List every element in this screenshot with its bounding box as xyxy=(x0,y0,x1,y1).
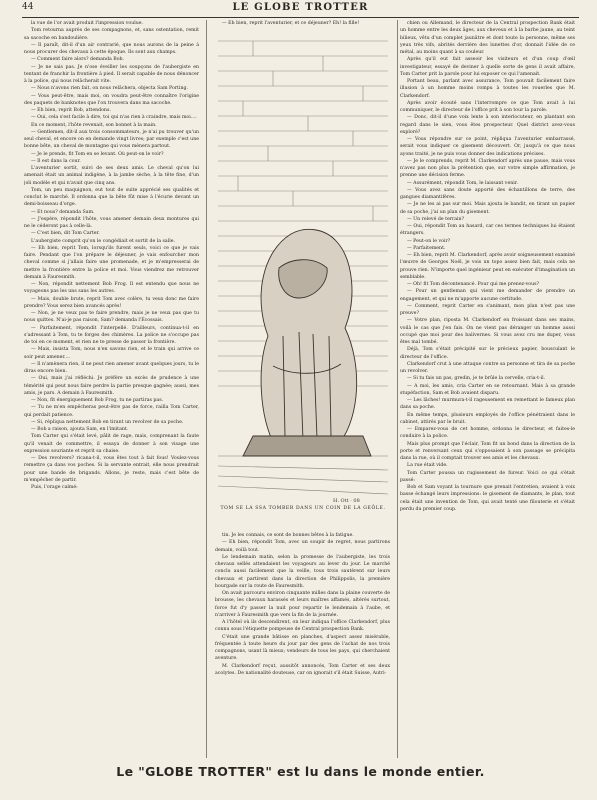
column-divider-2 xyxy=(397,20,398,758)
paragraph: — Vous peut-être, mais moi, on voudra peut-être connaître l'origine des paquets de banknotes que l'on trouvera dans ma sacoche. xyxy=(24,93,199,106)
paragraph: Tom Carter qui s'était levé, pâlit de rage, mais, comprenant la faute qu'il venait de commettre, il essaya de donner à son visage une expression souriante et reprit sa chaise. xyxy=(24,434,199,454)
paragraph: — Non, fit énergiquement Bob Frog, tu ne partiras pas. xyxy=(31,398,164,403)
paragraph: En même temps, plusieurs employés de l'office pénétraient dans le cabinet, attirés par le bruit. xyxy=(400,412,575,425)
text-column-2-top xyxy=(215,20,390,34)
paragraph: — Parfaitement. xyxy=(407,245,446,251)
paragraph: — Votre plan, riposta M. Clarkendorf en froissant dans ses mains, voilà le cas que j'en fais. On ne vient pas déranger un homme aussi occupé que moi pour des balivernes. Si vous avez cru me duper, vous êtes mal tombé. xyxy=(400,318,575,345)
paragraph: — Parfaitement, répondit l'interpellé. D'ailleurs, continua-t-il en s'adressant à Tom, tu te forges des chimères. La police ne s'occupe pas de toi en ce moment, et rien ne te presse de passer la frontière. xyxy=(24,325,199,345)
paragraph: — Oui, répondit Tom au hasard, car ces termes techniques lui étaient étrangers. xyxy=(400,224,575,237)
paragraph: — Eh bien, reprit Bob, attendons. xyxy=(31,108,111,113)
paragraph: — Si tu fais un pas, gredin, je te brûle la cervelle, cria-t-il. xyxy=(407,376,546,382)
paragraph: — Vous répondre sur ce point, répliqua l'aventurier embarrassé, serait vous indiquer ce gisement découvert. Or, jusqu'à ce que nous ayons traité, je ne puis vous donner des indications précises. xyxy=(400,137,575,157)
paragraph: Clarkendorf crut à une attaque contre sa personne et tira de sa poche un revolver. xyxy=(400,361,575,374)
paragraph: — Oui, cela s'est facile à dire, toi qui n'as rien à craindre, mais moi.... xyxy=(31,115,197,121)
paragraph: — Gentlemen, dit-il aux trois consommateurs, je n'ai pu trouver qu'un seul cheval, et encore on en demande vingt livres; par exemple c'est une bonne bête, un cheval de montagne qui vous mènera partout. xyxy=(24,129,199,150)
paragraph: — Des revolvers? ricana-t-il, vous êtes tout à fait fous! Voulez-vous remettre ça dans vos poches. Si la servante entrait, elle nous prendrait pour une bande de brigands. Allons, je reste, mais c'est bête de m'empêcher de partir. xyxy=(24,456,199,483)
paragraph: chien ou Allemand, le directeur de la Central prospection Bank était un homme entre les deux âges, aux cheveux et à la barbe jaune, au teint bilieux, vêtu d'un complet jaunâtre et dont toute la personne, même ses yeux très vifs, abrités derrière des lunettes d'or, donnait l'idée de ce métal, au moins quant à sa couleur. xyxy=(400,21,575,55)
paragraph: — Non, répondit nettement Bob Frog. Il est entendu que nous ne voyageons pas les uns sans les autres. xyxy=(24,282,199,295)
paragraph: Tom Carter poussa un rugissement de fureur. Voici ce qui s'était passé: xyxy=(400,470,575,483)
artist-signature: H. Ott · 08 xyxy=(333,498,360,504)
paragraph: — Emparez-vous de cet homme, ordonna le directeur, et faites-le conduire à la police. xyxy=(400,427,575,440)
paragraph: — C'est bien, dit Tom Carter. xyxy=(31,231,100,237)
paragraph: — Pour un gentleman qui vient me demander de prendre un engagement, et qui ne m'apporte aucune certitude. xyxy=(400,289,575,302)
paragraph: — Il est dans la cour. xyxy=(31,158,81,164)
text-column-3 xyxy=(400,20,575,758)
paragraph: — Bob a raison, ajouta Sam, en l'imitant. xyxy=(31,427,129,432)
floor-hatching xyxy=(218,456,388,494)
paragraph: tin. Je les connais, ce sont de bonnes bêtes à la fatigue. xyxy=(222,533,354,538)
header-rule xyxy=(22,17,579,18)
paragraph: On avait parcouru environ cinquante milles dans la plaine couverte de brousse, les chevaux harassés et leurs maîtres affamés, altérés surtout, force fut d'y passer la nuit pour repartir le lendemain à l'aube, et n'arriver à Fauresmith que vers la fin de la journée. xyxy=(215,591,390,618)
paragraph: A l'hôtel où ils descendirent, on leur indiqua l'office Clarkendorf, plus connu sous l'étiquette pompeuse de Central prospection Bank. xyxy=(215,620,390,633)
paragraph: La rue était vide. xyxy=(407,463,448,469)
paragraph: — Mais, double brute, reprit Tom avec colère, tu veux donc me faire prendre? Vous serez bien avancés après! xyxy=(24,296,199,309)
illustration-caption: TOM SE LA SSA TOMBER DANS UN COIN DE LA GEÔLE. xyxy=(220,506,386,511)
paragraph: Bob et Sam voyant la tournure que prenait l'entretien, avaient à voix basse échangé leurs impressions: le gisement de diamants, le plan, tout cela était une invention de Tom, qui avait tenté une filouterie et s'était perdu du premier coup. xyxy=(400,485,575,512)
paragraph: — Tu ne m'en empêcheras peut-être pas de force, railla Tom Carter, qui perdait patience. xyxy=(24,405,199,418)
text-column-2-bottom xyxy=(215,532,390,756)
paragraph: — Je ne les ai pas sur moi. Mais ajouta le bandit, en tirant un papier de sa poche, j'ai un plan du gisement. xyxy=(400,202,575,215)
paragraph: En ce moment, l'hôte revenait, son bonnet à la main. xyxy=(31,122,157,128)
paragraph: — Eh bien, reprit M. Clarkendorf, après avoir soigneusement examiné l'œuvre de Georges Noël, je vois un topo assez bien fait, mais cela ne prouve rien. N'importe quel ingénieur peut en exécuter d'imagination un semblable. xyxy=(400,253,575,280)
footer-slogan: Le "GLOBE TROTTER" est lu dans le monde entier. xyxy=(116,764,485,779)
paragraph: — Un relevé de terrain? xyxy=(407,216,465,222)
paragraph: Après qu'il eut fait asseoir les visiteurs et d'un coup d'œil investigateur, essayé de deviner à quelle sorte de gens il avait affaire, Tom Carter prit la parole pour lui exposer ce qui l'amenait. xyxy=(400,57,575,77)
paragraph: — Oh! fit Tom décontenancé. Pour qui me prenez-vous? xyxy=(407,282,540,287)
paragraph: — Nous n'avons rien fait, on nous relâchera, objecta Sam Porting. xyxy=(31,86,188,92)
paragraph: — Je le comprends, reprit M. Clarkendorf après une pause, mais vous n'avez pas non plus la prétention que, sur votre simple affirmation, je prenne une décision ferme. xyxy=(400,158,575,179)
paragraph: — Comment faire alors? demanda Bob. xyxy=(31,57,125,63)
seated-figure xyxy=(243,229,371,456)
paragraph: — Donc, dit-il d'une voix lente à son interlocuteur, en plantant son regard dans le sien, vous êtes prospecteur. Quel district avez-vous exploré? xyxy=(400,115,575,135)
paragraph: — Eh bien, répondit Tom, avec un soupir de regret, nous partirons demain, voilà tout. xyxy=(215,540,390,553)
paragraph: M. Clarkendorf reçut, aussitôt annoncés, Tom Carter et ses deux acolytes. De nationalité douteuse, car on ignorait s'il était Suisse, Autri- xyxy=(215,663,390,676)
paragraph: — Les lâches! murmura-t-il rageusement en remettant le fameux plan dans sa poche. xyxy=(400,398,575,411)
text-column-1 xyxy=(24,20,199,758)
paragraph: Portant beau, parlant avec assurance, Tom pouvait facilement faire illusion à un homme moins rompu à toutes les rouerles que M. Clarkendorf. xyxy=(400,79,575,99)
paragraph: — Mais, insista Tom, nous n'en savons rien, et le train qui arrive ce soir peut amener.... xyxy=(24,347,199,360)
paragraph: — Non, je ne veux pas te faire prendre, mais je ne veux pas que tu nous quittes. N'ai-je pas raison, Sam? demanda l'Écossais. xyxy=(24,311,199,324)
paragraph: — Oui, mais j'ai réfléchi. Je préfère un excès de prudence à une témérité qui peut nous faire perdre la partie presque gagnée; aussi, mes amis, je pars. A demain à Fauresmith. xyxy=(24,376,199,396)
paragraph: — Si, répliqua nettement Bob en tirant un revolver de sa poche. xyxy=(31,419,184,425)
column-divider-1 xyxy=(206,20,207,758)
paragraph: — Eh bien, reprit Tom, lorsqu'ils furent seuls, voici ce que je vais faire. Pendant que l'on prépare le déjeuner, je vais enfourcher mon cheval comme si j'allais faire une promenade, et je m'empresserai de mettre la frontière entre la police et moi. Vous viendrez me retrouver demain à Fauresmith. xyxy=(24,245,199,280)
paragraph: — Et nous? demanda Sam. xyxy=(31,209,95,215)
paragraph: — Je le prends, fit Tom en se levant. Où peut-on le voir? xyxy=(31,151,164,157)
journal-title: LE GLOBE TROTTER xyxy=(232,2,369,13)
paragraph: — Comment, reprit Carter en s'animant, mon plan n'est pas une preuve? xyxy=(400,303,575,316)
paragraph: — Assurément, répondit Tom, le laissant venir. xyxy=(407,180,518,186)
paragraph: Le lendemain matin, selon la promesse de l'aubergiste, les trois chevaux sellés attendaient les voyageurs au lever du jour. Le marché conclu aussi facilement que la veille, tous trois sautèrent sur leurs chevaux et partirent dans la direction de Philippolis, la première bourgade sur la route de Fauresmith. xyxy=(215,554,390,589)
paragraph: — Il n'amènera rien, il ne peut rien amener avant quelques jours, tu le diras encore bien. xyxy=(24,361,199,374)
page-number: 44 xyxy=(22,2,34,12)
paragraph: Tom retourna auprès de ses compagnons, et, sans ostentation, remit sa sacoche en bandoulière. xyxy=(24,28,199,41)
engraving-illustration xyxy=(213,36,393,506)
paragraph: L'aubergiste comprit qu'on le congédiait et sortit de la salle. xyxy=(31,238,175,244)
paragraph: — J'espère, répondit l'hôte, vous amener demain deux montures qui ne le céderont pas à celle-là. xyxy=(24,216,199,229)
paragraph: Déjà, Tom s'était précipité sur le précieux papier, bousculant le directeur de l'office. xyxy=(400,347,575,360)
paragraph: L'aventurier sortit, suivi de ses deux amis. Le cheval qu'on lui amenait était un animal indigène, à la jambe sèche, à la tête fine, d'un joli modèle et qui n'avait que cinq ans. xyxy=(24,166,199,186)
paragraph: — Je ne sais pas. Je n'ose éveiller les soupçons de l'aubergiste en tentant de franchir la frontière à pied. Il serait capable de nous dénoncer à la police, qui nous relâcherait vite. xyxy=(24,64,199,84)
paragraph: Puis, l'orage calmé: xyxy=(31,485,78,490)
page-header xyxy=(22,2,579,16)
paragraph: — Il paraît, dit-il d'un air contrarié, que nous aurons de la peine à nous procurer des chevaux à cette époque. Ils sont aux champs. xyxy=(24,42,199,55)
paragraph: Mais plus prompt que l'éclair, Tom fit un bond dans la direction de la porte et renversant ceux qui s'opposaient à son passage se précipita dans la rue, où il comptait trouver ses amis et les chevaux. xyxy=(400,441,575,461)
paragraph: Après avoir écouté sans l'interrompre ce que Tom avait à lui communiquer, le directeur de l'office prit à son tour la parole. xyxy=(400,100,575,113)
paragraph: C'était une grande bâtisse en planches, d'aspect assez misérable, fréquentée à toute heure du jour par des gens de l'achat de nos trois compagnons, usant là mieux; vendeurs de tous les pays, qui cherchaient aventure. xyxy=(215,634,390,662)
paragraph: — A moi, les amis, cria Carter en se retournant. Mais à sa grande stupéfaction, Sam et Bob avaient disparu. xyxy=(400,383,575,396)
paragraph: — Peut-on le voir? xyxy=(407,238,451,244)
paragraph: — Vous avez sans doute apporté des échantillons de terre, des gangues diamantifères. xyxy=(400,187,575,200)
paragraph: Tom, un peu maquignon, eut tout de suite apprécié ses qualités et conclut le marché. Il ordonna que la bête fût mise à l'écurie devant un demi-boisseau d'orge. xyxy=(24,187,199,208)
paragraph: la vue de l'or avait produit l'impression voulue. xyxy=(31,21,144,26)
paragraph: — Eh bien, reprit l'aventurier, et ce déjeuner? Eh! la fille! xyxy=(222,21,360,26)
